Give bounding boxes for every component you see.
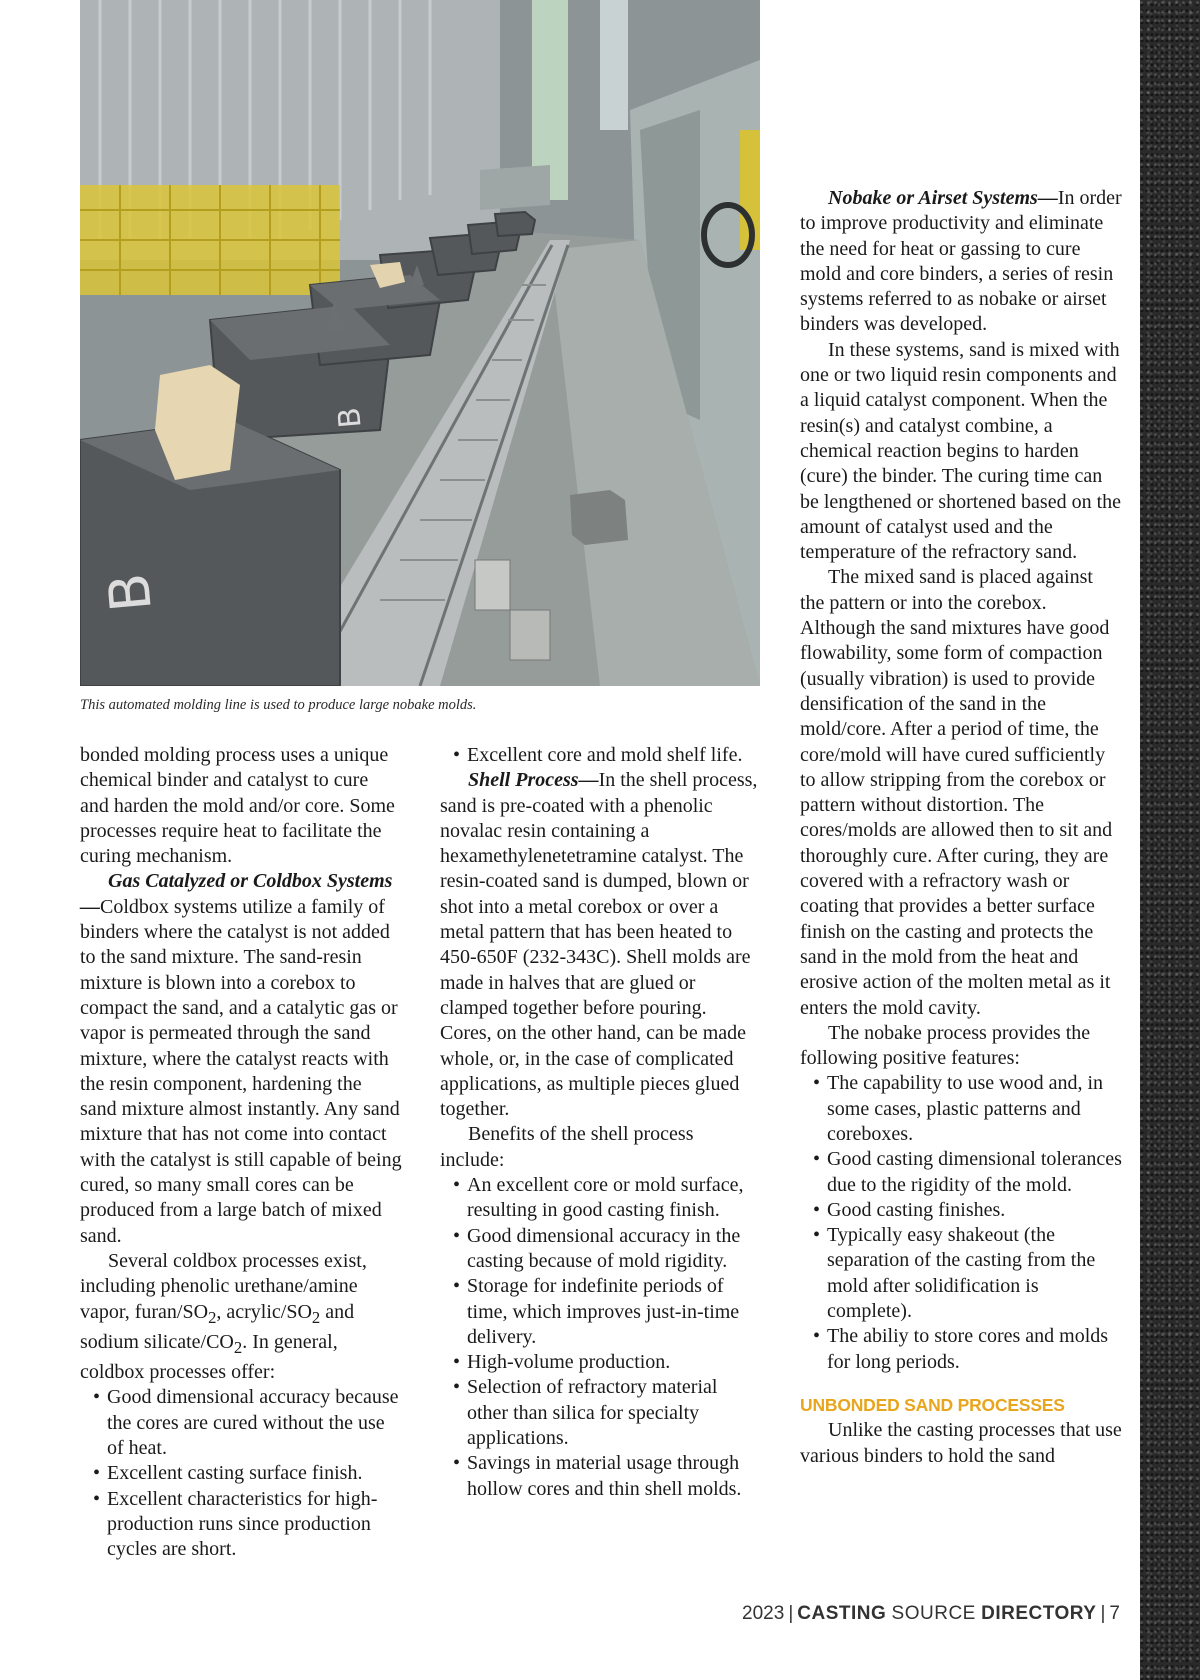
chalk-mark-a: B (96, 570, 165, 615)
shell-process-heading: Shell Process (468, 769, 579, 792)
coldbox-benefits-list (80, 1385, 402, 1562)
text-span: and sodium silicate/CO (80, 1300, 355, 1353)
nobake-text: In order to improve productivity and eliminate the need for heat or gassing to cure mold and core binders, a series of resin systems referred to as nobake or airset binders was developed. (800, 187, 1122, 336)
list-item: • Good dimensional accuracy because the cores are cured without the use of heat. (80, 1385, 402, 1461)
paragraph: bonded molding process uses a unique chemical binder and catalyst to cure and harden the mold and/or core. Some processes require heat to facilitate the curing mechanism. (80, 744, 395, 868)
list-item: • High-volume production. (440, 1350, 762, 1375)
coldbox-processes-paragraph (80, 1249, 402, 1385)
footer-year: 2023 (742, 1603, 785, 1624)
nobake-heading: Nobake or Airset Systems (828, 187, 1038, 209)
shell-benefits-list (440, 1173, 762, 1502)
subscript: 2 (311, 1307, 321, 1327)
list-item: • Storage for indefinite periods of time, which improves just-in-time delivery. (440, 1274, 762, 1350)
footer-separator: | (788, 1603, 794, 1624)
coldbox-heading: Gas Catalyzed or Coldbox Systems (108, 870, 393, 893)
text-span: . In general, coldbox processes offer: (80, 1330, 338, 1384)
subscript: 2 (208, 1307, 217, 1327)
page-footer (742, 1603, 1120, 1625)
shell-process-paragraph (440, 768, 762, 1122)
list-item: • Typically easy shakeout (the separation of the casting from the mold after solidification is complete). (800, 1223, 1122, 1324)
column-middle (440, 743, 762, 1502)
paragraph: Benefits of the shell process include: (440, 1123, 694, 1171)
coldbox-dash: — (80, 895, 100, 918)
nobake-paragraph (800, 186, 1122, 338)
list-item: • Excellent core and mold shelf life. (440, 743, 762, 768)
list-item: • Good casting dimensional tolerances due to the rigidity of the mold. (800, 1147, 1122, 1198)
paragraph: Unlike the casting processes that use various binders to hold the sand (800, 1419, 1122, 1467)
coldbox-paragraph (80, 869, 402, 1248)
list-item: • Good dimensional accuracy in the casting because of mold rigidity. (440, 1224, 762, 1275)
list-item: • The capability to use wood and, in some cases, plastic patterns and coreboxes. (800, 1071, 1122, 1147)
column-left (80, 743, 402, 1563)
text-span: Several coldbox processes exist, including phenolic urethane/amine vapor, furan/SO (80, 1249, 367, 1323)
section-heading: UNBONDED SAND PROCESSES (800, 1394, 1065, 1415)
shell-dash: — (578, 769, 599, 792)
list-item: • An excellent core or mold surface, resulting in good casting finish. (440, 1173, 762, 1224)
text-span: , acrylic/SO (216, 1300, 312, 1323)
shell-process-text: In the shell process, sand is pre-coated with a phenolic novalac resin containing a hexamethylenetetramine catalyst. The resin-coated sand is dumped, blown or shot into a metal corebox or over a metal pattern that has been heated to 450-650F (232-343C). Shell molds are made in halves that are glued or clamped together before pouring. Cores, on the other hand, can be made whole, or, in the case of complicated applications, as multiple pieces glued together. (440, 769, 758, 1121)
list-item: • Good casting finishes. (800, 1198, 1122, 1223)
publication-name-part: DIRECTORY (981, 1603, 1097, 1624)
column-right (800, 186, 1122, 1469)
chalk-mark-b: B (331, 405, 369, 430)
photo-caption: This automated molding line is used to produce large nobake molds. (80, 697, 477, 713)
publication-name-part: SOURCE (891, 1603, 976, 1624)
molding-line-photo (80, 0, 760, 686)
subscript: 2 (233, 1337, 243, 1357)
coldbox-text: Coldbox systems utilize a family of binders where the catalyst is not added to the sand mixture. The sand-resin mixture is blown into a corebox to compact the sand, and a catalytic gas or vapor is permeated through the sand mixture, where the catalyst reacts with the resin component, hardening the sand mixture almost instantly. Any sand mixture that has not come into contact with the catalyst is still capable of being cured, so many small cores can be produced from a large batch of mixed sand. (80, 895, 402, 1247)
list-item: • The abiliy to store cores and molds for long periods. (800, 1324, 1122, 1375)
nobake-features-list (800, 1071, 1122, 1375)
paragraph: The mixed sand is placed against the pattern or into the corebox. Although the sand mixtures have good flowability, some form of compaction (usually vibration) is used to provide densification of the sand in the mold/core. After a period of time, the core/mold will have cured sufficiently to allow stripping from the corebox or pattern without distortion. The cores/molds are allowed then to sit and thoroughly cure. After curing, they are covered with a refractory wash or coating that provides a better surface finish on the casting and protects the sand in the mold from the heat and erosive action of the molten metal as it enters the mold cavity. (800, 566, 1113, 1019)
list-item: • Excellent casting surface finish. (80, 1461, 402, 1486)
paragraph: In these systems, sand is mixed with one or two liquid resin components and a liquid catalyst component. When the resin(s) and catalyst combine, a chemical reaction begins to harden (cure) the binder. The curing time can be lengthened or shortened based on the amount of catalyst used and the temperature of the refractory sand. (800, 338, 1122, 564)
list-item: • Selection of refractory material other than silica for specialty applications. (440, 1375, 762, 1451)
footer-separator: | (1100, 1603, 1106, 1624)
page-number: 7 (1109, 1603, 1120, 1624)
paragraph: The nobake process provides the following positive features: (800, 1021, 1091, 1070)
coldbox-benefits-list-continued (440, 743, 762, 768)
publication-name-part: CASTING (797, 1603, 887, 1624)
granite-edge-decoration (1140, 0, 1200, 1680)
list-item: • Excellent characteristics for high-production runs since production cycles are short. (80, 1487, 402, 1563)
nobake-dash: — (1037, 187, 1058, 209)
list-item: • Savings in material usage through hollow cores and thin shell molds. (440, 1451, 762, 1502)
